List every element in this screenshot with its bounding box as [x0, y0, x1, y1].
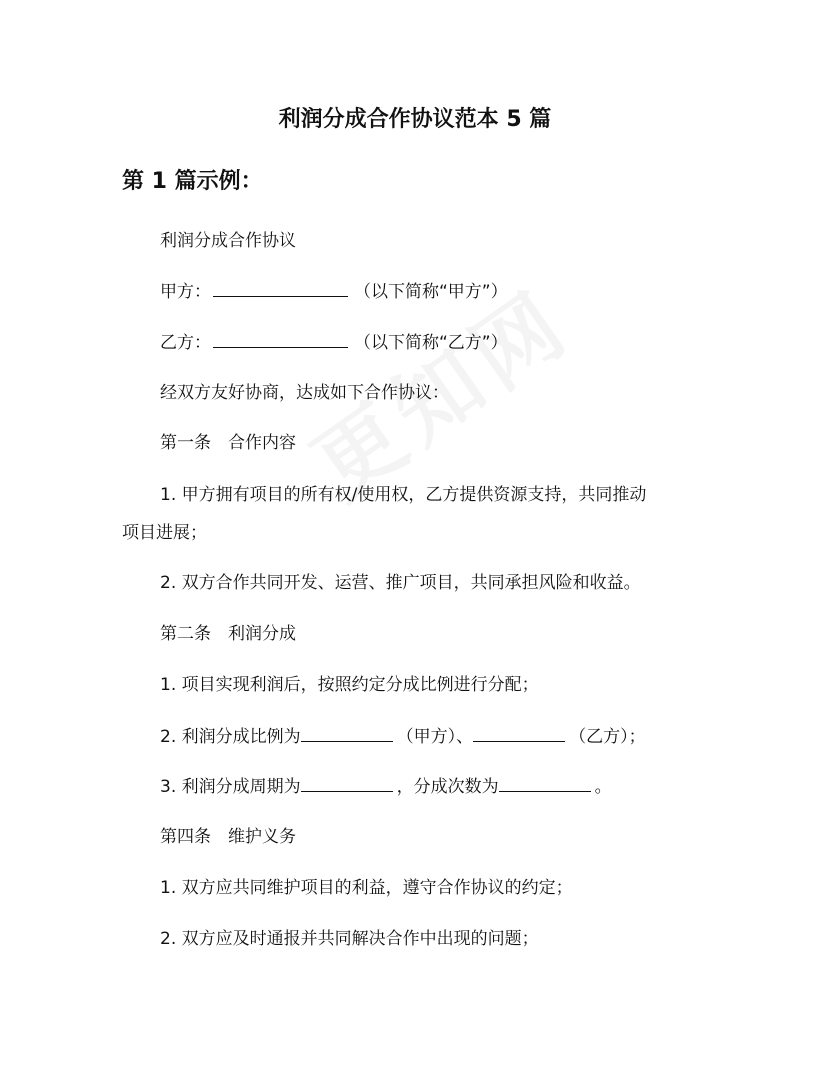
- period-blank: [301, 774, 393, 792]
- ratio-a-blank: [301, 724, 393, 742]
- article-2-item-2-prefix: 2. 利润分成比例为: [160, 727, 301, 747]
- article-1-item-2: 2. 双方合作共同开发、运营、推广项目，共同承担风险和收益。: [160, 573, 641, 593]
- section-heading: 第 1 篇示例：: [122, 169, 263, 194]
- article-2-item-2: [160, 724, 646, 749]
- article-2-item-3-suffix: 。: [594, 777, 612, 797]
- count-blank: [499, 774, 591, 792]
- article-2-item-3-prefix: 3. 利润分成周期为: [160, 777, 301, 797]
- party-a-line: [160, 279, 508, 304]
- agreement-title: 利润分成合作协议: [160, 231, 296, 251]
- party-b-label: 乙方：: [160, 333, 211, 353]
- article-4-item-1: 1. 双方应共同维护项目的利益，遵守合作协议的约定；: [160, 878, 573, 898]
- article-4-title: 第四条 维护义务: [160, 827, 296, 847]
- article-2-item-1: 1. 项目实现利润后，按照约定分成比例进行分配；: [160, 675, 539, 695]
- article-2-title: 第二条 利润分成: [160, 624, 296, 644]
- party-a-suffix: （以下简称“甲方”）: [354, 282, 508, 302]
- article-2-item-2-mid: （甲方）、: [396, 727, 474, 747]
- party-a-blank: [213, 279, 348, 297]
- article-1-item-1: 1. 甲方拥有项目的所有权/使用权，乙方提供资源支持，共同推动: [160, 485, 647, 505]
- intro-paragraph: 经双方友好协商，达成如下合作协议：: [160, 383, 449, 403]
- party-b-line: [160, 330, 508, 355]
- article-2-item-3-mid: ，分成次数为: [396, 777, 499, 797]
- article-1-item-1-continued: 项目进展；: [122, 523, 207, 543]
- article-4-item-2: 2. 双方应及时通报并共同解决合作中出现的问题；: [160, 929, 539, 949]
- article-1-title: 第一条 合作内容: [160, 433, 296, 453]
- ratio-b-blank: [473, 724, 565, 742]
- article-2-item-2-suffix: （乙方）；: [569, 727, 646, 747]
- party-b-blank: [213, 330, 348, 348]
- document-title: 利润分成合作协议范本 5 篇: [278, 107, 552, 132]
- party-b-suffix: （以下简称“乙方”）: [354, 333, 508, 353]
- article-2-item-3: [160, 774, 612, 799]
- party-a-label: 甲方：: [160, 282, 211, 302]
